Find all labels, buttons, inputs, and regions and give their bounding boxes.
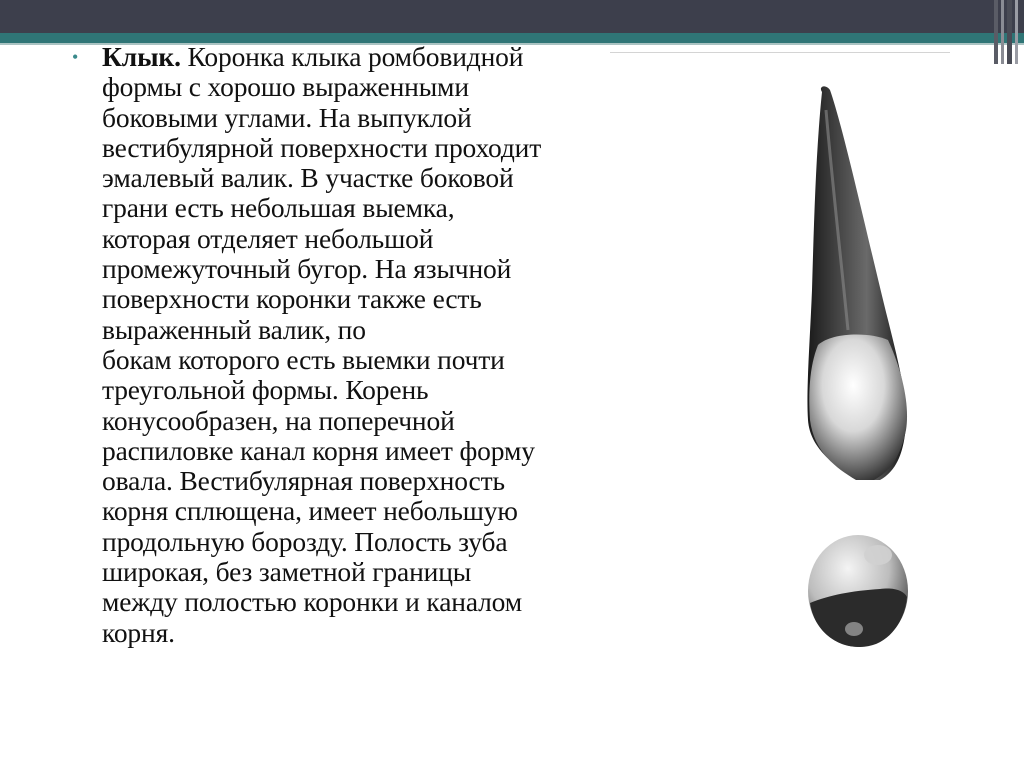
text-line: вестибулярной поверхности проходит [102,131,542,163]
text-line: треугольной формы. Корень [102,374,429,406]
text-line: формы с хорошо выраженными [102,71,469,103]
text-line: корня сплющена, имеет небольшую [102,495,518,527]
text-line: эмалевый валик. В участке боковой [102,162,514,194]
text-line: грани есть небольшая выемка, [102,192,455,224]
term-heading: Клык. [102,41,181,72]
slide-body [72,42,692,648]
bullet-icon: • [72,47,79,67]
text-line: конусообразен, на поперечной [102,404,455,436]
text-line: выраженный валик, по [102,313,366,345]
text-line: широкая, без заметной границы [102,556,472,588]
canine-tooth-illustration [760,70,960,510]
corner-decoration [994,0,1024,64]
text-line: бокам которого есть выемки почти [102,343,505,375]
text-line: между полостью коронки и каналом [102,586,523,618]
text-line: боковыми углами. На выпуклой [102,101,472,133]
header-band [0,0,1024,33]
text-line: поверхности коронки также есть [102,283,482,315]
text-line: распиловке канал корня имеет форму [102,434,535,466]
bullet-text [102,42,692,648]
text-line: корня. [102,616,175,648]
text-line: Коронка клыка ромбовидной [187,41,524,72]
tooth-cross-section-illustration [790,525,930,665]
text-line: продольную борозду. Полость зуба [102,525,508,557]
text-line: промежуточный бугор. На язычной [102,253,512,285]
text-line: овала. Вестибулярная поверхность [102,465,505,497]
text-line: которая отделяет небольшой [102,222,434,254]
